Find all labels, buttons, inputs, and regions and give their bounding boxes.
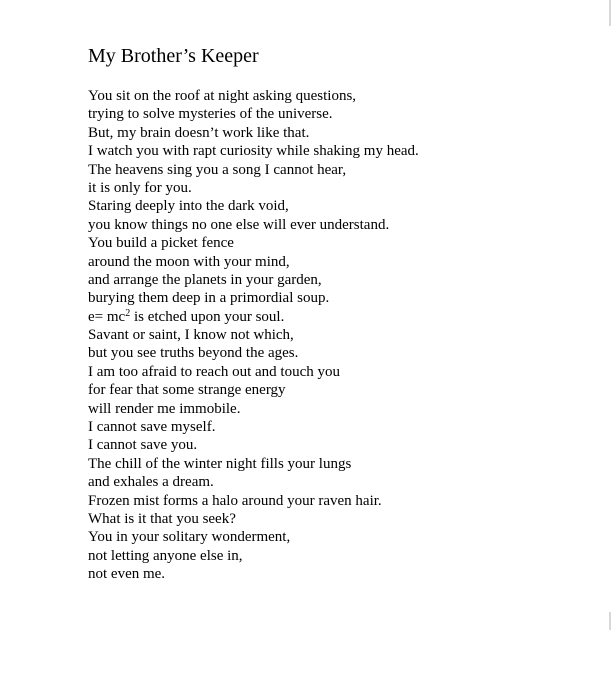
poem-line: I cannot save you.	[88, 437, 198, 454]
poem-line: You build a picket fence	[88, 235, 234, 252]
poem-line: Savant or saint, I know not which,	[88, 327, 294, 344]
page-edge-mark	[609, 0, 611, 26]
poem-line: you know things no one else will ever understand.	[88, 216, 390, 233]
poem-line: You in your solitary wonderment,	[88, 529, 291, 546]
page-edge-mark	[609, 612, 611, 630]
poem-line: not even me.	[88, 566, 166, 583]
poem-line-equation	[88, 308, 419, 326]
poem-line: I cannot save myself.	[88, 419, 216, 436]
poem-line: I watch you with rapt curiosity while shaking my head.	[88, 143, 419, 160]
poem-body	[88, 87, 419, 584]
poem-title: My Brother’s Keeper	[88, 45, 259, 67]
equation-rest: is etched upon your soul.	[130, 308, 285, 325]
poem-line: But, my brain doesn’t work like that.	[88, 124, 310, 141]
poem-line: will render me immobile.	[88, 400, 241, 417]
poem-line: I am too afraid to reach out and touch you	[88, 363, 340, 380]
equation-base: e= mc	[88, 308, 126, 325]
poem-line: The heavens sing you a song I cannot hear,	[88, 161, 347, 178]
poem-line: it is only for you.	[88, 179, 192, 196]
poem-line: for fear that some strange energy	[88, 382, 286, 399]
poem-line: around the moon with your mind,	[88, 253, 290, 270]
poem-line: but you see truths beyond the ages.	[88, 345, 299, 362]
poem-line: burying them deep in a primordial soup.	[88, 290, 330, 307]
equation-exponent: 2	[125, 307, 131, 319]
poem-line: and exhales a dream.	[88, 474, 214, 491]
poem-line: Frozen mist forms a halo around your raven hair.	[88, 492, 382, 509]
poem-line: and arrange the planets in your garden,	[88, 271, 322, 288]
poem-line: The chill of the winter night fills your lungs	[88, 455, 352, 472]
poem-line: You sit on the roof at night asking questions,	[88, 88, 357, 104]
poem-line: trying to solve mysteries of the universe.	[88, 106, 333, 123]
poem-line: What is it that you seek?	[88, 510, 236, 527]
poem-line: Staring deeply into the dark void,	[88, 198, 289, 215]
poem-line: not letting anyone else in,	[88, 547, 243, 564]
